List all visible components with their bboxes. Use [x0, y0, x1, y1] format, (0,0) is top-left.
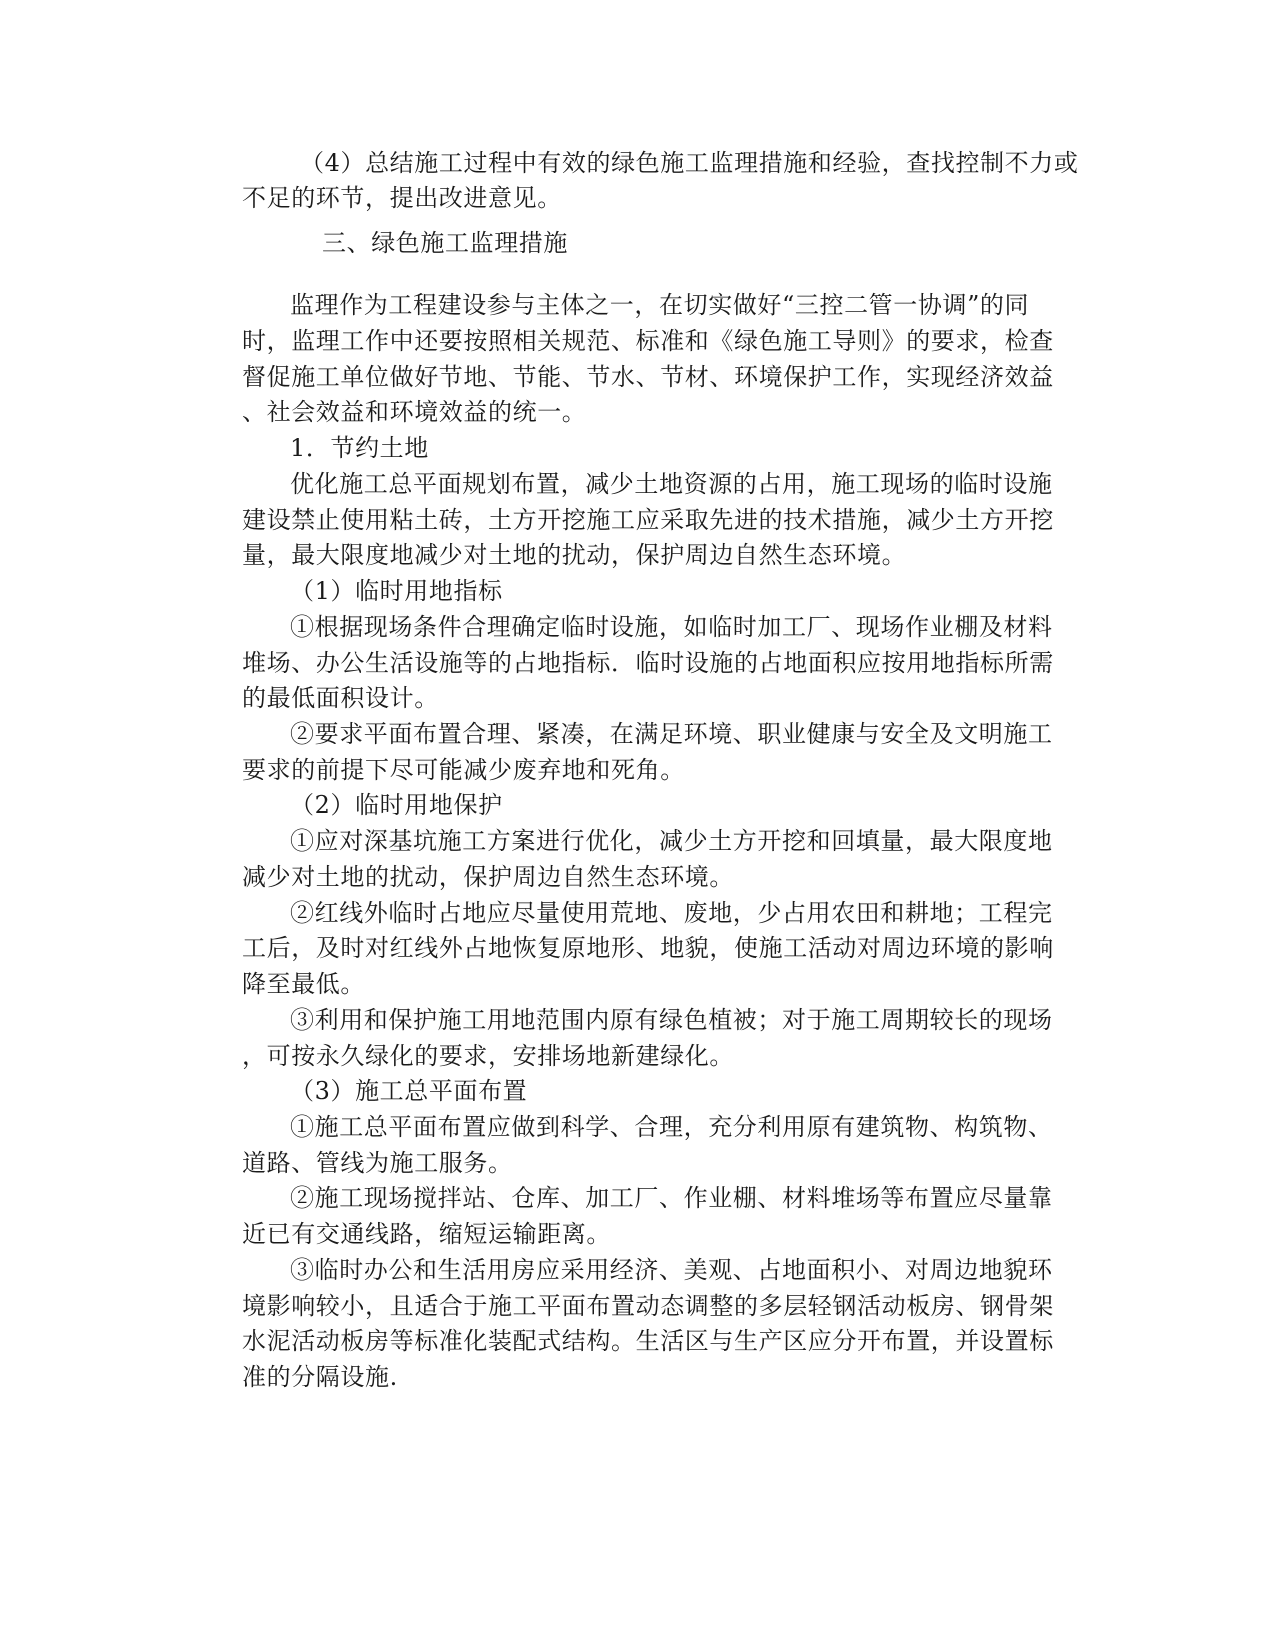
section-heading: 三、绿色施工监理措施	[322, 229, 568, 257]
protection-item-1-line-1: ①应对深基坑施工方案进行优化，减少土方开挖和回填量，最大限度地	[290, 827, 1053, 855]
item-2-line-2: 要求的前提下尽可能减少废弃地和死角。	[242, 756, 685, 784]
intro-paragraph-line-2: 时，监理工作中还要按照相关规范、标准和《绿色施工导则》的要求，检查	[242, 327, 1054, 355]
protection-item-2-line-3: 降至最低。	[242, 970, 365, 998]
layout-item-1-line-1: ①施工总平面布置应做到科学、合理，充分利用原有建筑物、构筑物、	[290, 1113, 1053, 1141]
item-1-line-1: ①根据现场条件合理确定临时设施，如临时加工厂、现场作业棚及材料	[290, 613, 1053, 641]
item-2-line-1: ②要求平面布置合理、紧凑，在满足环境、职业健康与安全及文明施工	[290, 720, 1053, 748]
layout-item-3-line-3: 水泥活动板房等标准化装配式结构。生活区与生产区应分开布置，并设置标	[242, 1327, 1054, 1355]
layout-item-2-line-2: 近已有交通线路，缩短运输距离。	[242, 1220, 611, 1248]
protection-item-1-line-2: 减少对土地的扰动，保护周边自然生态环境。	[242, 863, 734, 891]
layout-item-3-line-2: 境影响较小，且适合于施工平面布置动态调整的多层轻钢活动板房、钢骨架	[242, 1292, 1054, 1320]
layout-item-3-line-4: 准的分隔设施.	[242, 1363, 398, 1391]
subheading-temporary-land-index: （1）临时用地指标	[290, 577, 503, 605]
paragraph-4-line-1: （4）总结施工过程中有效的绿色施工监理措施和经验，查找控制不力或	[300, 149, 1079, 177]
layout-item-2-line-1: ②施工现场搅拌站、仓库、加工厂、作业棚、材料堆场等布置应尽量靠	[290, 1184, 1053, 1212]
save-land-paragraph-line-2: 建设禁止使用粘土砖，土方开挖施工应采取先进的技术措施，减少土方开挖	[242, 506, 1054, 534]
save-land-paragraph-line-1: 优化施工总平面规划布置，减少土地资源的占用，施工现场的临时设施	[290, 470, 1053, 498]
subheading-site-layout: （3）施工总平面布置	[290, 1077, 528, 1105]
layout-item-1-line-2: 道路、管线为施工服务。	[242, 1149, 513, 1177]
protection-item-2-line-2: 工后，及时对红线外占地恢复原地形、地貌，使施工活动对周边环境的影响	[242, 934, 1054, 962]
intro-paragraph-line-3: 督促施工单位做好节地、节能、节水、节材、环境保护工作，实现经济效益	[242, 363, 1054, 391]
save-land-paragraph-line-3: 量，最大限度地减少对土地的扰动，保护周边自然生态环境。	[242, 541, 907, 569]
item-1-line-3: 的最低面积设计。	[242, 684, 439, 712]
protection-item-3-line-2: ，可按永久绿化的要求，安排场地新建绿化。	[242, 1042, 734, 1070]
intro-paragraph-line-4: 、社会效益和环境效益的统一。	[242, 398, 587, 426]
subheading-save-land: 1．节约土地	[290, 434, 429, 462]
intro-paragraph-line-1: 监理作为工程建设参与主体之一，在切实做好“三控二管一协调”的同	[290, 291, 1030, 319]
protection-item-2-line-1: ②红线外临时占地应尽量使用荒地、废地，少占用农田和耕地；工程完	[290, 899, 1053, 927]
protection-item-3-line-1: ③利用和保护施工用地范围内原有绿色植被；对于施工周期较长的现场	[290, 1006, 1053, 1034]
subheading-temporary-land-protection: （2）临时用地保护	[290, 791, 503, 819]
item-1-line-2: 堆场、办公生活设施等的占地指标．临时设施的占地面积应按用地指标所需	[242, 649, 1054, 677]
paragraph-4-line-2: 不足的环节，提出改进意见。	[242, 184, 562, 212]
layout-item-3-line-1: ③临时办公和生活用房应采用经济、美观、占地面积小、对周边地貌环	[290, 1256, 1053, 1284]
